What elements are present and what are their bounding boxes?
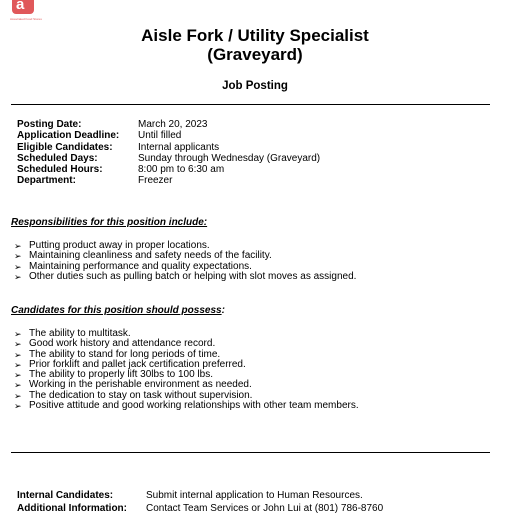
arrow-bullet-icon: ➢	[14, 251, 22, 262]
arrow-bullet-icon: ➢	[14, 380, 22, 391]
arrow-bullet-icon: ➢	[14, 339, 22, 350]
arrow-bullet-icon: ➢	[14, 401, 22, 412]
detail-value: Sunday through Wednesday (Graveyard)	[138, 152, 321, 164]
header-divider	[11, 104, 490, 105]
list-item-text: The ability to properly lift 30lbs to 100 lbs.	[29, 369, 213, 381]
footer-value: Submit internal application to Human Resources.	[146, 490, 363, 501]
arrow-bullet-icon: ➢	[14, 359, 22, 370]
arrow-bullet-icon: ➢	[14, 370, 22, 381]
responsibilities-heading: Responsibilities for this position include:	[11, 217, 208, 228]
detail-label: Posting Date:	[17, 119, 82, 130]
detail-row-eligible-candidates	[17, 142, 320, 153]
list-item-text: The ability to stand for long periods of time.	[29, 348, 221, 360]
detail-row-scheduled-days	[17, 153, 320, 164]
footer-row-internal-candidates	[17, 489, 383, 502]
list-item-text: Good work history and attendance record.	[29, 338, 216, 350]
footer-label: Additional Information:	[17, 503, 127, 514]
arrow-bullet-icon: ➢	[14, 271, 22, 282]
list-item	[14, 272, 356, 282]
footer-divider	[11, 452, 490, 453]
arrow-bullet-icon: ➢	[14, 329, 22, 339]
detail-value: 8:00 pm to 6:30 am	[138, 164, 225, 176]
footer-label: Internal Candidates:	[17, 490, 114, 501]
list-item-text: Working in the perishable environment as needed.	[29, 379, 252, 391]
footer-info	[17, 489, 383, 515]
list-item-text: Other duties such as pulling batch or helping with slot moves as assigned.	[29, 270, 357, 282]
detail-value: Internal applicants	[138, 141, 220, 153]
detail-label: Eligible Candidates:	[17, 141, 113, 153]
detail-label: Application Deadline:	[17, 130, 120, 142]
detail-row-posting-date	[17, 119, 320, 130]
logo-caption: Associated Food Stores	[10, 17, 42, 21]
list-item	[14, 401, 359, 411]
detail-label: Department:	[17, 175, 76, 187]
responsibilities-list	[14, 241, 356, 282]
detail-value: Until filled	[138, 130, 182, 142]
footer-row-additional-information	[17, 502, 383, 515]
arrow-bullet-icon: ➢	[14, 390, 22, 401]
footer-value: Contact Team Services or John Lui at (801) 786-8760	[146, 503, 384, 514]
candidates-list	[14, 329, 359, 411]
job-details	[17, 119, 320, 187]
list-item-text: Maintaining cleanliness and safety needs of the facility.	[29, 250, 272, 262]
list-item-text: Putting product away in proper locations.	[29, 240, 210, 251]
arrow-bullet-icon: ➢	[14, 349, 22, 360]
detail-row-application-deadline	[17, 130, 320, 141]
job-title-line-1: Aisle Fork / Utility Specialist	[141, 26, 369, 45]
detail-label: Scheduled Hours:	[17, 164, 103, 176]
logo-glyph: a	[16, 0, 25, 13]
list-item-text: The ability to multitask.	[29, 328, 131, 339]
candidates-heading-colon: :	[221, 305, 225, 316]
detail-value: March 20, 2023	[138, 119, 208, 130]
detail-label: Scheduled Days:	[17, 152, 98, 164]
detail-value: Freezer	[138, 175, 173, 187]
list-item-text: The dedication to stay on task without supervision.	[29, 389, 253, 401]
list-item-text: Maintaining performance and quality expectations.	[29, 260, 252, 272]
logo-mark	[12, 0, 34, 14]
arrow-bullet-icon: ➢	[14, 261, 22, 272]
list-item-text: Prior forklift and pallet jack certification preferred.	[29, 358, 246, 370]
list-item-text: Positive attitude and good working relationships with other team members.	[29, 400, 359, 412]
candidates-heading-text: Candidates for this position should possess	[11, 305, 222, 316]
detail-row-department	[17, 175, 320, 186]
detail-row-scheduled-hours	[17, 164, 320, 175]
job-posting-label: Job Posting	[222, 80, 288, 92]
arrow-bullet-icon: ➢	[14, 241, 22, 251]
company-logo	[12, 0, 34, 16]
job-title-line-2: (Graveyard)	[207, 45, 303, 64]
candidates-heading	[11, 305, 225, 316]
